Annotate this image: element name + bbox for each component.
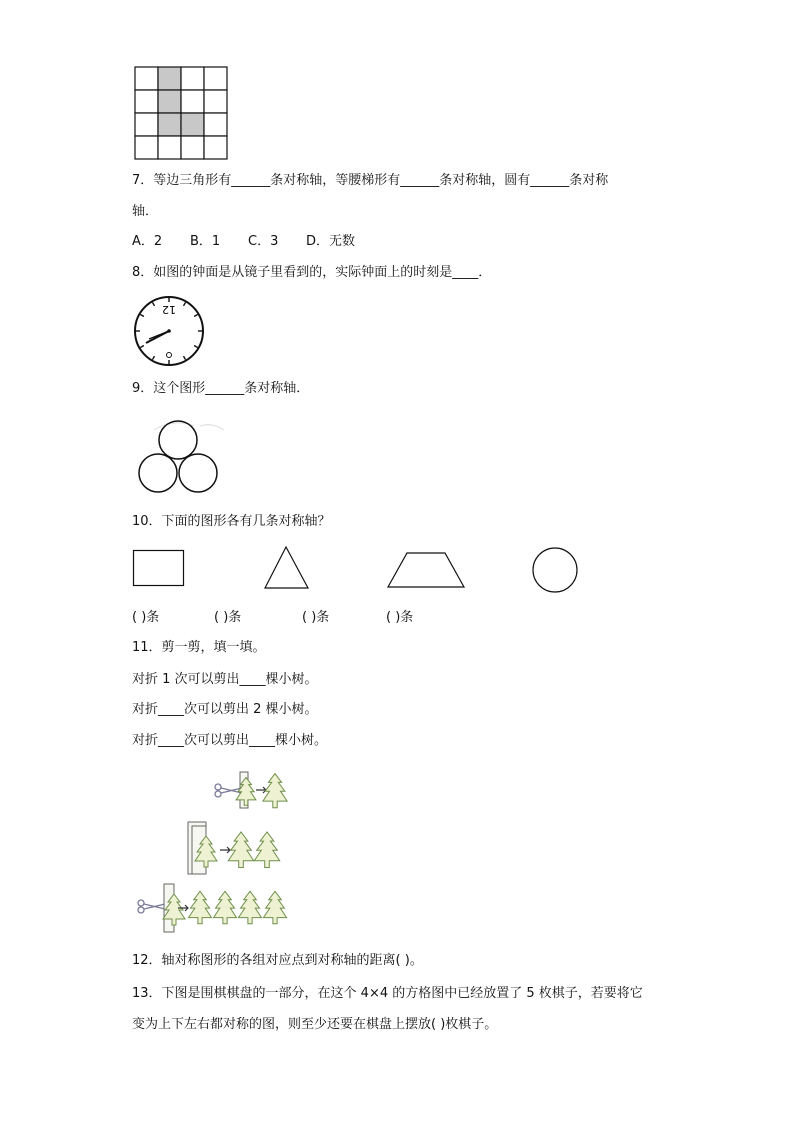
grid-cell (135, 90, 158, 113)
grid-cell (135, 113, 158, 136)
tree-icon (263, 774, 287, 808)
grid-cell (158, 67, 181, 90)
question-7-line-2: 轴． (132, 204, 159, 219)
grid-cell (204, 113, 227, 136)
grid-cell (135, 67, 158, 90)
mirrored-clock-figure (131, 293, 211, 373)
grid-cell (181, 113, 204, 136)
question-10-text: 10．下面的图形各有几条对称轴？ (132, 514, 331, 529)
grid-cell (204, 136, 227, 159)
shaded-grid-figure (134, 66, 230, 162)
grid-cell (158, 113, 181, 136)
grid-cell (158, 90, 181, 113)
triangle-shape (264, 546, 310, 590)
grid-cell (181, 136, 204, 159)
tree-icon (263, 891, 286, 924)
grid-cell (181, 90, 204, 113)
question-7-line-1: 7．等边三角形有______条对称轴，等腰梯形有______条对称轴，圆有______条对称 (132, 173, 609, 188)
question-13-line-2: 变为上下左右都对称的图，则至少还要在棋盘上摆放( )枚棋子。 (132, 1017, 498, 1032)
rectangle-shape (133, 550, 185, 586)
scissors-icon (138, 900, 165, 913)
answer-blank-circle: ( )条 (386, 610, 414, 625)
arrow-icon (220, 847, 230, 853)
option-c: C．3 (248, 234, 279, 249)
question-13-line-1: 13．下图是围棋棋盘的一部分，在这个 4×4 的方格图中已经放置了 5 枚棋子，若要将它 (132, 986, 643, 1001)
tree-icon (236, 777, 256, 805)
question-8-text: 8．如图的钟面是从镜子里看到的，实际钟面上的时刻是____． (132, 265, 492, 280)
option-b: B．1 (190, 234, 221, 249)
clock-numeral: 12 (162, 303, 176, 316)
grid-cell (204, 90, 227, 113)
tree-icon (239, 891, 262, 924)
tree-icon (254, 832, 279, 868)
answer-blank-triangle: ( )条 (214, 610, 242, 625)
circle-shape (531, 546, 581, 596)
grid-cell (158, 136, 181, 159)
grid-cell (135, 136, 158, 159)
answer-blank-trapezoid: ( )条 (302, 610, 330, 625)
option-a: A．2 (132, 234, 163, 249)
question-11-title: 11．剪一剪，填一填。 (132, 640, 266, 655)
paper-cutting-trees-figure (134, 764, 314, 934)
question-11-line-3: 对折____次可以剪出____棵小树。 (132, 733, 328, 748)
question-11-line-2: 对折____次可以剪出 2 棵小树。 (132, 702, 318, 717)
arrow-icon (256, 787, 266, 793)
answer-blank-rectangle: ( )条 (132, 610, 160, 625)
grid-cell (204, 67, 227, 90)
trapezoid-shape (387, 552, 467, 588)
option-d: D．无数 (306, 234, 356, 249)
scissors-icon (215, 784, 242, 797)
tree-icon (214, 891, 237, 924)
grid-cell (181, 67, 204, 90)
question-11-line-1: 对折 1 次可以剪出____棵小树。 (132, 672, 318, 687)
question-12-text: 12．轴对称图形的各组对应点到对称轴的距离( )。 (132, 953, 423, 968)
three-circles-figure (134, 412, 234, 502)
tree-icon (189, 891, 212, 924)
question-9-text: 9．这个图形______条对称轴． (132, 381, 310, 396)
tree-icon (228, 832, 253, 868)
